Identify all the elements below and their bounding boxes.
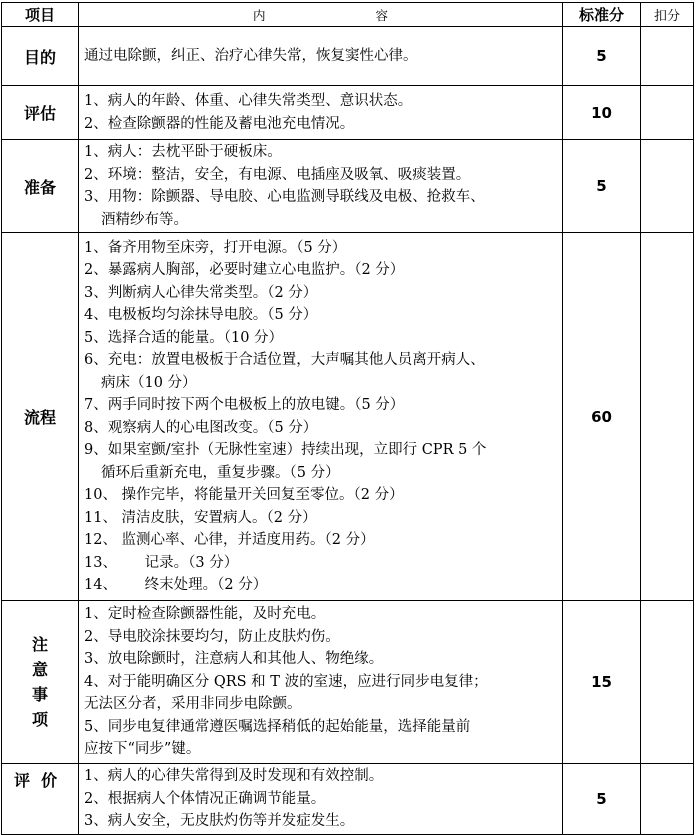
deduction-cell-assessment[interactable] xyxy=(641,86,694,140)
content-line: 2、环境：整洁，安全，有电源、电插座及吸氧、吸痰装置。 xyxy=(84,166,471,183)
content-line: 应按下“同步”键。 xyxy=(84,741,201,758)
content-line: 3、判断病人心律失常类型。（2 分） xyxy=(84,284,318,301)
content-line: 5、同步电复律通常遵医嘱选择稍低的起始能量，选择能量前 xyxy=(84,718,471,735)
category-char: 项 xyxy=(31,710,48,729)
content-line: 12、 监测心率、心律，并适度用药。（2 分） xyxy=(84,532,375,548)
content-line: 1、备齐用物至床旁，打开电源。（5 分） xyxy=(84,239,347,256)
content-line: 循环后重新充电，重复步骤。（5 分） xyxy=(101,464,340,481)
row-assessment xyxy=(2,86,694,140)
header-row xyxy=(2,3,694,27)
score-precautions: 15 xyxy=(563,601,641,764)
content-line: 9、如果室颤/室扑（无脉性室速）持续出现，立即行 CPR 5 个 xyxy=(84,442,487,458)
category-evaluation: 评 价 xyxy=(2,764,79,835)
content-line: 病床（10 分） xyxy=(101,374,197,391)
content-line: 3、用物：除颤器、导电胶、心电监测导联线及电极、抢救车、 xyxy=(84,189,485,205)
category-precautions xyxy=(2,601,79,764)
deduction-cell-purpose[interactable] xyxy=(641,27,694,86)
row-evaluation xyxy=(2,764,694,835)
header-standard-score: 标准分 xyxy=(563,3,641,27)
score-assessment: 10 xyxy=(563,86,641,140)
score-purpose: 5 xyxy=(563,27,641,86)
category-procedure: 流程 xyxy=(2,233,79,601)
row-procedure xyxy=(2,233,694,601)
header-content-char-1: 内 xyxy=(252,7,266,23)
content-line: 13、 记录。（3 分） xyxy=(84,554,239,571)
content-line: 2、导电胶涂抹要均匀，防止皮肤灼伤。 xyxy=(84,628,340,645)
content-procedure xyxy=(79,233,563,601)
content-line: 1、病人的年龄、体重、心律失常类型、意识状态。 xyxy=(84,93,413,109)
header-item: 项目 xyxy=(2,3,79,27)
content-line: 1、病人的心律失常得到及时发现和有效控制。 xyxy=(84,768,384,784)
header-content xyxy=(79,3,563,27)
header-content-char-2: 容 xyxy=(375,7,389,23)
content-line: 10、 操作完毕，将能量开关回复至零位。（2 分） xyxy=(84,487,404,503)
content-line: 14、 终末处理。（2 分） xyxy=(84,577,268,593)
content-line: 1、病人：去枕平卧于硬板床。 xyxy=(84,144,282,160)
deduction-cell-evaluation[interactable] xyxy=(641,764,694,835)
content-line: 6、充电：放置电极板于合适位置，大声嘱其他人员离开病人、 xyxy=(84,352,485,368)
content-assessment xyxy=(79,86,563,140)
row-purpose xyxy=(2,27,694,86)
content-evaluation xyxy=(79,764,563,835)
deduction-cell-preparation[interactable] xyxy=(641,140,694,233)
score-evaluation: 5 xyxy=(563,764,641,835)
category-char: 事 xyxy=(31,685,48,704)
category-char: 意 xyxy=(31,660,48,679)
category-char: 注 xyxy=(31,635,48,654)
content-line: 3、病人安全，无皮肤灼伤等并发症发生。 xyxy=(84,813,355,829)
category-assessment: 评估 xyxy=(2,86,79,140)
content-line: 11、 清洁皮肤，安置病人。（2 分） xyxy=(84,509,317,526)
score-preparation: 5 xyxy=(563,140,641,233)
content-line: 2、暴露病人胸部，必要时建立心电监护。（2 分） xyxy=(84,262,405,278)
content-line: 酒精纱布等。 xyxy=(101,211,188,228)
content-line: 无法区分者，采用非同步电除颤。 xyxy=(84,696,302,713)
content-line: 2、根据病人个体情况正确调节能量。 xyxy=(84,790,326,807)
content-purpose xyxy=(79,27,563,86)
content-line: 通过电除颤，纠正、治疗心律失常，恢复窦性心律。 xyxy=(84,47,418,64)
header-deduction: 扣分 xyxy=(641,3,694,27)
content-line: 4、电极板均匀涂抹导电胶。（5 分） xyxy=(84,307,318,323)
content-preparation xyxy=(79,140,563,233)
content-line: 5、选择合适的能量。（10 分） xyxy=(84,329,284,346)
category-preparation: 准备 xyxy=(2,140,79,233)
score-procedure: 60 xyxy=(563,233,641,601)
content-line: 4、对于能明确区分 QRS 和 T 波的室速，应进行同步电复律； xyxy=(84,673,488,690)
deduction-cell-precautions[interactable] xyxy=(641,601,694,764)
content-line: 3、放电除颤时，注意病人和其他人、物绝缘。 xyxy=(84,651,384,668)
content-line: 2、检查除颤器的性能及蓄电池充电情况。 xyxy=(84,115,355,132)
content-line: 8、观察病人的心电图改变。（5 分） xyxy=(84,419,318,436)
deduction-cell-procedure[interactable] xyxy=(641,233,694,601)
row-precautions xyxy=(2,601,694,764)
content-precautions xyxy=(79,601,563,764)
content-line: 7、两手同时按下两个电极板上的放电键。（5 分） xyxy=(84,397,405,413)
content-line: 1、定时检查除颤器性能，及时充电。 xyxy=(84,606,326,623)
category-purpose: 目的 xyxy=(2,27,79,86)
scoring-table xyxy=(1,2,694,835)
row-preparation xyxy=(2,140,694,233)
